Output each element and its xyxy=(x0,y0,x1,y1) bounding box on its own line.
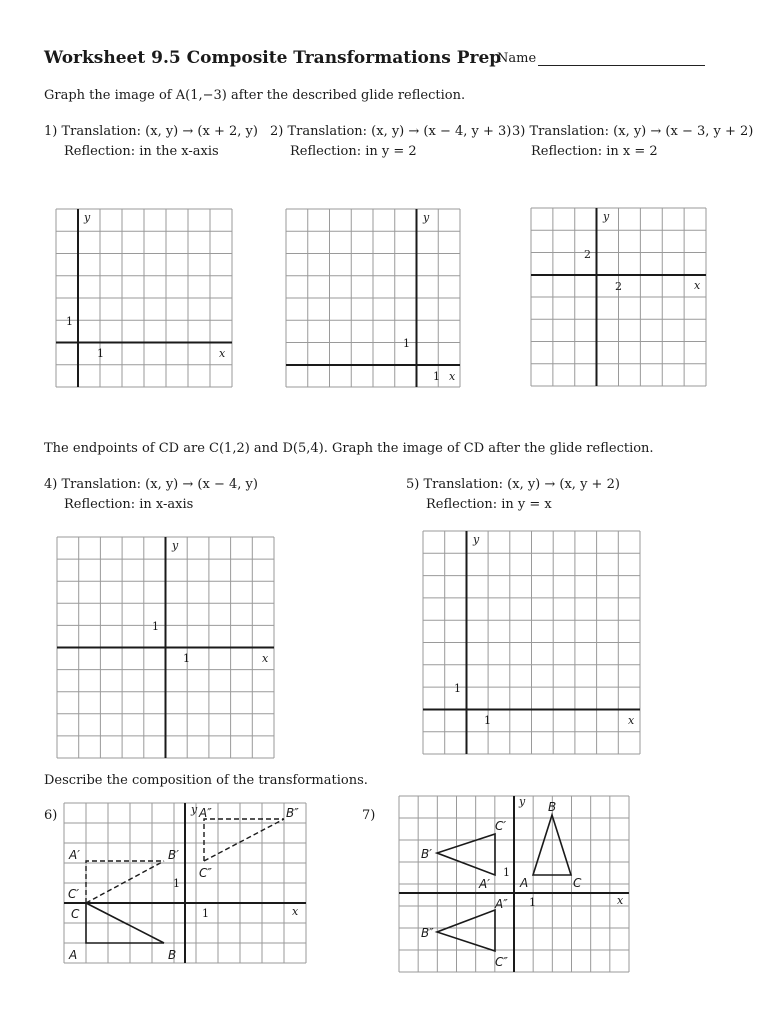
problem-6-number: 6) xyxy=(44,808,58,823)
point-label-b1: B′ xyxy=(421,847,432,861)
problem-2-reflection: Reflection: in y = 2 xyxy=(290,144,417,159)
point-label-c1: C′ xyxy=(495,819,507,833)
problem-4-number: 4) xyxy=(44,477,58,492)
grid-problem-4[interactable] xyxy=(57,537,274,758)
point-label-a2: A″ xyxy=(495,897,508,911)
part2-instruction: The endpoints of CD are C(1,2) and D(5,4). Graph the image of CD after the glide reflection. xyxy=(44,441,654,456)
problem-5-number: 5) xyxy=(406,477,420,492)
tick-label-x2: 2 xyxy=(615,280,622,293)
tick-label-y1: 1 xyxy=(173,877,180,890)
tick-label-x1: 1 xyxy=(183,652,190,665)
problem-4-translation: Translation: (x, y) → (x − 4, y) xyxy=(61,477,258,492)
x-axis-label: x xyxy=(449,370,456,383)
part1-instruction: Graph the image of A(1,−3) after the described glide reflection. xyxy=(44,88,466,103)
problem-3-reflection: Reflection: in x = 2 xyxy=(531,144,658,159)
problem-4-reflection: Reflection: in x-axis xyxy=(64,497,194,512)
worksheet-title: Worksheet 9.5 Composite Transformations Prep xyxy=(44,48,502,68)
point-label-b1: B′ xyxy=(168,848,179,862)
point-label-c: C xyxy=(573,876,582,890)
tick-label-y2: 2 xyxy=(584,248,591,261)
point-label-a1: A′ xyxy=(479,877,490,891)
y-axis-label: y xyxy=(423,211,430,224)
y-axis-label: y xyxy=(473,533,480,546)
grid-problem-6[interactable] xyxy=(64,803,306,963)
x-axis-label: x xyxy=(617,894,624,907)
problem-3-number: 3) xyxy=(512,124,526,139)
triangle-a2b2c2-hypotenuse xyxy=(204,819,284,861)
grid-problem-7[interactable] xyxy=(399,796,629,972)
point-label-c: C xyxy=(71,907,80,921)
point-label-a2: A″ xyxy=(199,806,212,820)
problem-1-reflection: Reflection: in the x-axis xyxy=(64,144,219,159)
problem-2-number: 2) xyxy=(270,124,284,139)
y-axis-label: y xyxy=(191,803,198,816)
y-axis-label: y xyxy=(84,211,91,224)
x-axis-label: x xyxy=(262,652,269,665)
grid-problem-1[interactable] xyxy=(56,209,232,387)
point-label-c1: C′ xyxy=(68,887,80,901)
tick-label-y1: 1 xyxy=(403,337,410,350)
problem-1-number: 1) xyxy=(44,124,58,139)
grid-lines xyxy=(423,531,640,754)
problem-4-text xyxy=(44,477,258,492)
tick-label-y1: 1 xyxy=(66,315,73,328)
tick-label-x1: 1 xyxy=(202,907,209,920)
grid-problem-5[interactable] xyxy=(423,531,640,754)
problem-5-translation: Translation: (x, y) → (x, y + 2) xyxy=(423,477,620,492)
tick-label-x1: 1 xyxy=(484,714,491,727)
problem-1-translation: Translation: (x, y) → (x + 2, y) xyxy=(61,124,258,139)
point-label-b2: B″ xyxy=(286,806,299,820)
tick-label-y1: 1 xyxy=(503,866,510,879)
x-axis-label: x xyxy=(219,347,226,360)
grid-lines xyxy=(56,209,232,387)
problem-5-text xyxy=(406,477,620,492)
point-label-b: B xyxy=(548,800,557,814)
problem-5-reflection: Reflection: in y = x xyxy=(426,497,552,512)
grid-problem-2[interactable] xyxy=(286,209,460,387)
point-label-a1: A′ xyxy=(69,848,80,862)
problem-3-text xyxy=(512,124,753,139)
point-label-b2: B″ xyxy=(421,926,434,940)
problem-1-text xyxy=(44,124,258,139)
y-axis-label: y xyxy=(603,210,610,223)
tick-label-y1: 1 xyxy=(454,682,461,695)
problem-2-text xyxy=(270,124,511,139)
tick-label-y1: 1 xyxy=(152,620,159,633)
tick-label-x1: 1 xyxy=(433,370,440,383)
point-label-b: B xyxy=(168,948,177,962)
name-field-line[interactable] xyxy=(538,64,705,66)
x-axis-label: x xyxy=(694,279,701,292)
problem-2-translation: Translation: (x, y) → (x − 4, y + 3) xyxy=(287,124,512,139)
x-axis-label: x xyxy=(292,905,299,918)
point-label-a: A xyxy=(520,876,529,890)
name-label: Name xyxy=(497,51,537,66)
tick-label-x1: 1 xyxy=(97,347,104,360)
y-axis-label: y xyxy=(519,795,526,808)
point-label-c2: C″ xyxy=(199,866,212,880)
point-label-a: A xyxy=(69,948,78,962)
y-axis-label: y xyxy=(172,539,179,552)
grid-problem-3[interactable] xyxy=(531,208,706,386)
triangle-a2b2c2 xyxy=(437,910,495,951)
grid-lines xyxy=(531,208,706,386)
problem-3-translation: Translation: (x, y) → (x − 3, y + 2) xyxy=(529,124,754,139)
grid-lines xyxy=(286,209,460,387)
point-label-c2: C″ xyxy=(495,955,508,969)
x-axis-label: x xyxy=(628,714,635,727)
problem-7-number: 7) xyxy=(362,808,376,823)
tick-label-x1: 1 xyxy=(529,896,536,909)
part3-instruction: Describe the composition of the transformations. xyxy=(44,773,368,788)
